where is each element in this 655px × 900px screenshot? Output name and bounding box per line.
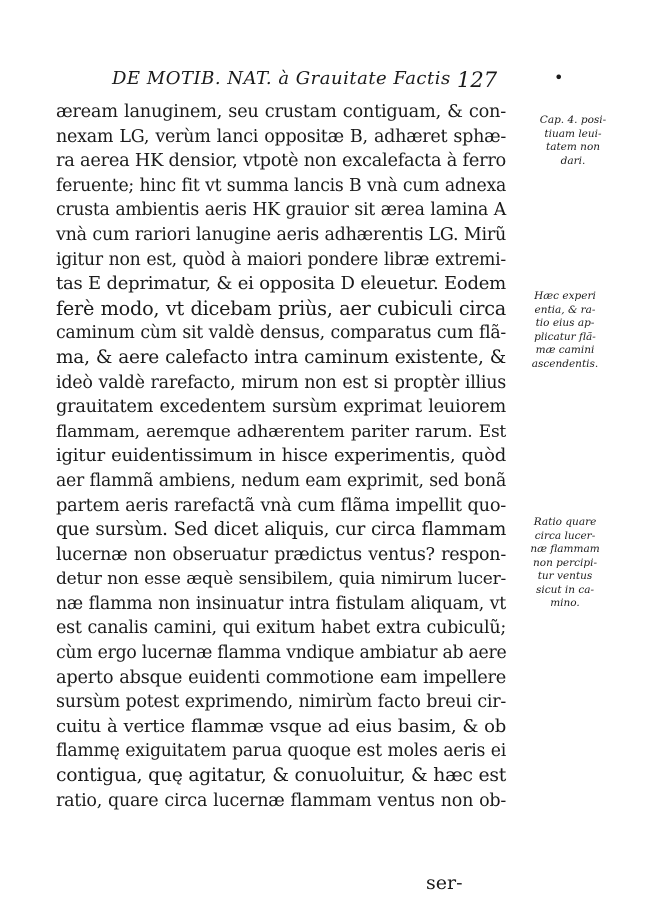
text-line: sursùm potest exprimendo, nimirùm facto breui cir-: [56, 692, 506, 713]
text-line: partem aeris rarefactã vnà cum flãma impellit quo-: [56, 495, 506, 516]
text-line: cùm ergo lucernæ flamma vndique ambiatur ab aere: [56, 643, 507, 664]
marginal-note-line: tiuam leui-: [544, 127, 602, 140]
marginal-note-1: [514, 114, 632, 168]
text-line: detur non esse æquè sensibilem, quia nimirum lucer-: [56, 569, 506, 590]
text-line: næ flamma non insinuatur intra fistulam aliquam, vt: [56, 593, 506, 614]
marginal-note-line: sicut in ca-: [535, 583, 595, 596]
text-line: cuitu à vertice flammæ vsque ad eius basim, & ob: [56, 715, 506, 737]
marginal-note-2: [506, 290, 624, 371]
text-line: igitur non est, quòd à maiori pondere libræ extremi-: [56, 249, 506, 270]
marginal-note-line: Cap. 4. posi-: [539, 114, 607, 126]
text-line: grauitatem excedentem sursùm exprimat leuiorem: [56, 397, 506, 418]
text-line: flammam, aeremque adhærentem pariter rarum. Est: [56, 421, 506, 442]
text-line: contigua, quę agitatur, & conuoluitur, & hæc est: [56, 765, 506, 787]
text-line: que sursùm. Sed dicet aliquis, cur circa flammam: [56, 519, 506, 541]
text-line: æream lanuginem, seu crustam contiguam, & con-: [56, 102, 506, 122]
text-line: est canalis camini, qui exitum habet extra cubiculũ;: [56, 618, 506, 639]
text-line: igitur euidentissimum in hisce experimentis, quòd: [56, 445, 506, 467]
marginal-note-line: non percipi-: [532, 556, 597, 569]
marginal-note-line: ascendentis.: [531, 357, 599, 370]
text-line: ma, & aere calefacto intra caminum existente, &: [56, 346, 506, 368]
marginal-note-line: tatem non: [545, 141, 601, 153]
text-line: ideò valdè rarefacto, mirum non est si proptèr illius: [56, 372, 506, 393]
text-line: vnà cum rariori lanugine aeris adhærentis LG. Mirũ: [56, 224, 506, 245]
text-line: caminum cùm sit valdè densus, comparatus cum flã-: [56, 323, 506, 344]
page-number: 127: [457, 68, 498, 92]
marginal-note-line: dari.: [560, 154, 586, 167]
marginal-note-line: mæ camini: [535, 344, 595, 356]
text-line: ra aerea HK densior, vtpotè non excalefacta à ferro: [56, 151, 506, 172]
running-head-title: DE MOTIB. NAT. à Grauitate Factis: [112, 68, 451, 89]
text-line: feruente; hinc fit vt summa lancis B vnà cum adnexa: [56, 175, 506, 196]
marginal-note-line: mino.: [550, 597, 580, 609]
marginal-note-line: næ flammam: [530, 543, 600, 555]
marginal-note-line: entia, & ra-: [534, 303, 596, 316]
text-line: ferè modo, vt dicebam priùs, aer cubiculi circa: [56, 296, 506, 320]
printer-mark: •: [554, 68, 564, 87]
marginal-note-line: circa lucer-: [534, 529, 596, 542]
running-head: [112, 68, 564, 100]
text-line: crusta ambientis aeris HK grauior sit ærea lamina A: [56, 200, 506, 221]
text-line: flammę exiguitatem parua quoque est moles aeris ei: [56, 741, 506, 762]
marginal-note-3: [506, 516, 624, 611]
text-line: nexam LG, verùm lanci oppositæ B, adhæret sphæ-: [56, 126, 506, 147]
marginal-note-line: tur ventus: [537, 570, 593, 582]
marginal-note-line: plicatur flã-: [534, 330, 596, 343]
text-line: ratio, quare circa lucernæ flammam ventus non ob-: [56, 790, 506, 811]
text-line: tas E deprimatur, & ei opposita D eleuetur. Eodem: [56, 273, 506, 295]
marginal-note-line: Ratio quare: [533, 516, 597, 528]
marginal-note-line: tio eius ap-: [535, 317, 595, 329]
catchword: ser-: [426, 872, 463, 894]
marginal-note-line: Hæc experi: [534, 290, 596, 302]
text-line: aperto absque euidenti commotione eam impellere: [56, 667, 506, 688]
text-line: lucernæ non obseruatur prædictus ventus? respon-: [56, 544, 506, 565]
body-text: [56, 100, 506, 813]
text-line: aer flammã ambiens, nedum eam exprimit, sed bonã: [56, 470, 506, 491]
